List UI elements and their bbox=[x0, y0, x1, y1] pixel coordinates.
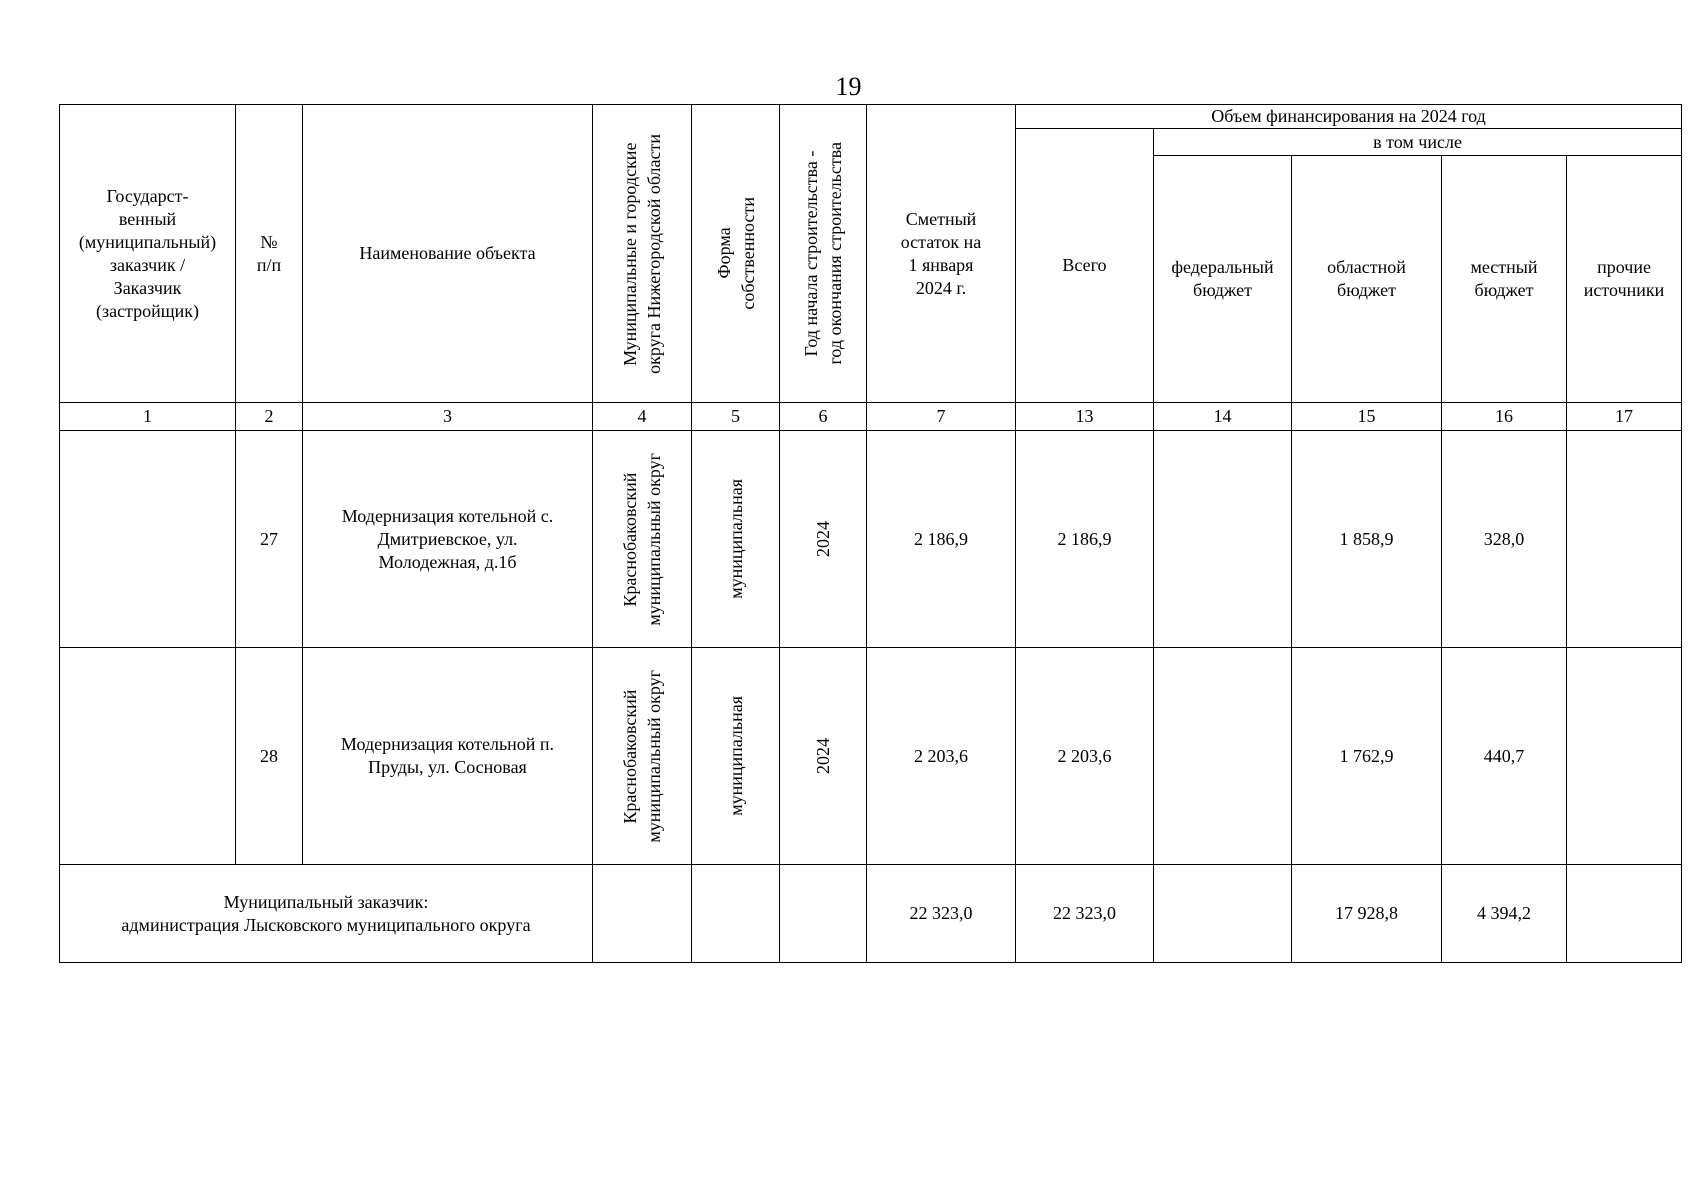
page-number: 19 bbox=[835, 72, 862, 101]
cell-ownership: муниципальная bbox=[692, 431, 780, 648]
cell-regional: 1 858,9 bbox=[1292, 431, 1442, 648]
summary-municipality bbox=[593, 865, 692, 963]
column-number: 2 bbox=[236, 403, 303, 431]
summary-row bbox=[60, 865, 1682, 963]
column-number: 16 bbox=[1442, 403, 1567, 431]
header-municipality: Муниципальные и городские округа Нижегородской области bbox=[593, 105, 692, 403]
summary-regional: 17 928,8 bbox=[1292, 865, 1442, 963]
summary-federal bbox=[1154, 865, 1292, 963]
cell-number: 27 bbox=[236, 431, 303, 648]
header-federal: федеральный бюджет bbox=[1154, 156, 1292, 403]
cell-customer bbox=[60, 431, 236, 648]
header-ownership: Форма собственности bbox=[692, 105, 780, 403]
summary-total: 22 323,0 bbox=[1016, 865, 1154, 963]
column-number: 14 bbox=[1154, 403, 1292, 431]
cell-local: 440,7 bbox=[1442, 648, 1567, 865]
cell-number: 28 bbox=[236, 648, 303, 865]
header-number: № п/п bbox=[236, 105, 303, 403]
header-financing-title: Объем финансирования на 2024 год bbox=[1016, 105, 1682, 129]
column-number: 17 bbox=[1567, 403, 1682, 431]
column-number: 7 bbox=[867, 403, 1016, 431]
header-regional: областной бюджет bbox=[1292, 156, 1442, 403]
header-total: Всего bbox=[1016, 129, 1154, 403]
summary-label: Муниципальный заказчик: администрация Лысковского муниципального округа bbox=[60, 865, 593, 963]
cell-total: 2 203,6 bbox=[1016, 648, 1154, 865]
header-customer: Государст- венный (муниципальный) заказчик / Заказчик (застройщик) bbox=[60, 105, 236, 403]
financing-table bbox=[59, 104, 1682, 963]
cell-object-name: Модернизация котельной с. Дмитриевское, ул. Молодежная, д.1б bbox=[303, 431, 593, 648]
header-including: в том числе bbox=[1154, 129, 1682, 156]
cell-ownership: муниципальная bbox=[692, 648, 780, 865]
cell-estimate-balance: 2 186,9 bbox=[867, 431, 1016, 648]
column-number-row bbox=[60, 403, 1682, 431]
cell-municipality: Краснобаковский муниципальный округ bbox=[593, 648, 692, 865]
table-row bbox=[60, 648, 1682, 865]
table-row bbox=[60, 431, 1682, 648]
header-local: местный бюджет bbox=[1442, 156, 1567, 403]
column-number: 15 bbox=[1292, 403, 1442, 431]
summary-other bbox=[1567, 865, 1682, 963]
cell-years: 2024 bbox=[780, 648, 867, 865]
column-number: 6 bbox=[780, 403, 867, 431]
cell-total: 2 186,9 bbox=[1016, 431, 1154, 648]
column-number: 13 bbox=[1016, 403, 1154, 431]
header-other: прочие источники bbox=[1567, 156, 1682, 403]
column-number: 3 bbox=[303, 403, 593, 431]
cell-federal bbox=[1154, 648, 1292, 865]
cell-customer bbox=[60, 648, 236, 865]
cell-years: 2024 bbox=[780, 431, 867, 648]
cell-other bbox=[1567, 431, 1682, 648]
summary-estimate-balance: 22 323,0 bbox=[867, 865, 1016, 963]
cell-estimate-balance: 2 203,6 bbox=[867, 648, 1016, 865]
column-number: 5 bbox=[692, 403, 780, 431]
summary-local: 4 394,2 bbox=[1442, 865, 1567, 963]
header-years: Год начала строительства - год окончания строительства bbox=[780, 105, 867, 403]
cell-federal bbox=[1154, 431, 1292, 648]
summary-ownership bbox=[692, 865, 780, 963]
cell-local: 328,0 bbox=[1442, 431, 1567, 648]
column-number: 1 bbox=[60, 403, 236, 431]
header-object-name: Наименование объекта bbox=[303, 105, 593, 403]
cell-other bbox=[1567, 648, 1682, 865]
cell-municipality: Краснобаковский муниципальный округ bbox=[593, 431, 692, 648]
summary-years bbox=[780, 865, 867, 963]
header-estimate-balance: Сметный остаток на 1 января 2024 г. bbox=[867, 105, 1016, 403]
cell-regional: 1 762,9 bbox=[1292, 648, 1442, 865]
column-number: 4 bbox=[593, 403, 692, 431]
cell-object-name: Модернизация котельной п. Пруды, ул. Сосновая bbox=[303, 648, 593, 865]
